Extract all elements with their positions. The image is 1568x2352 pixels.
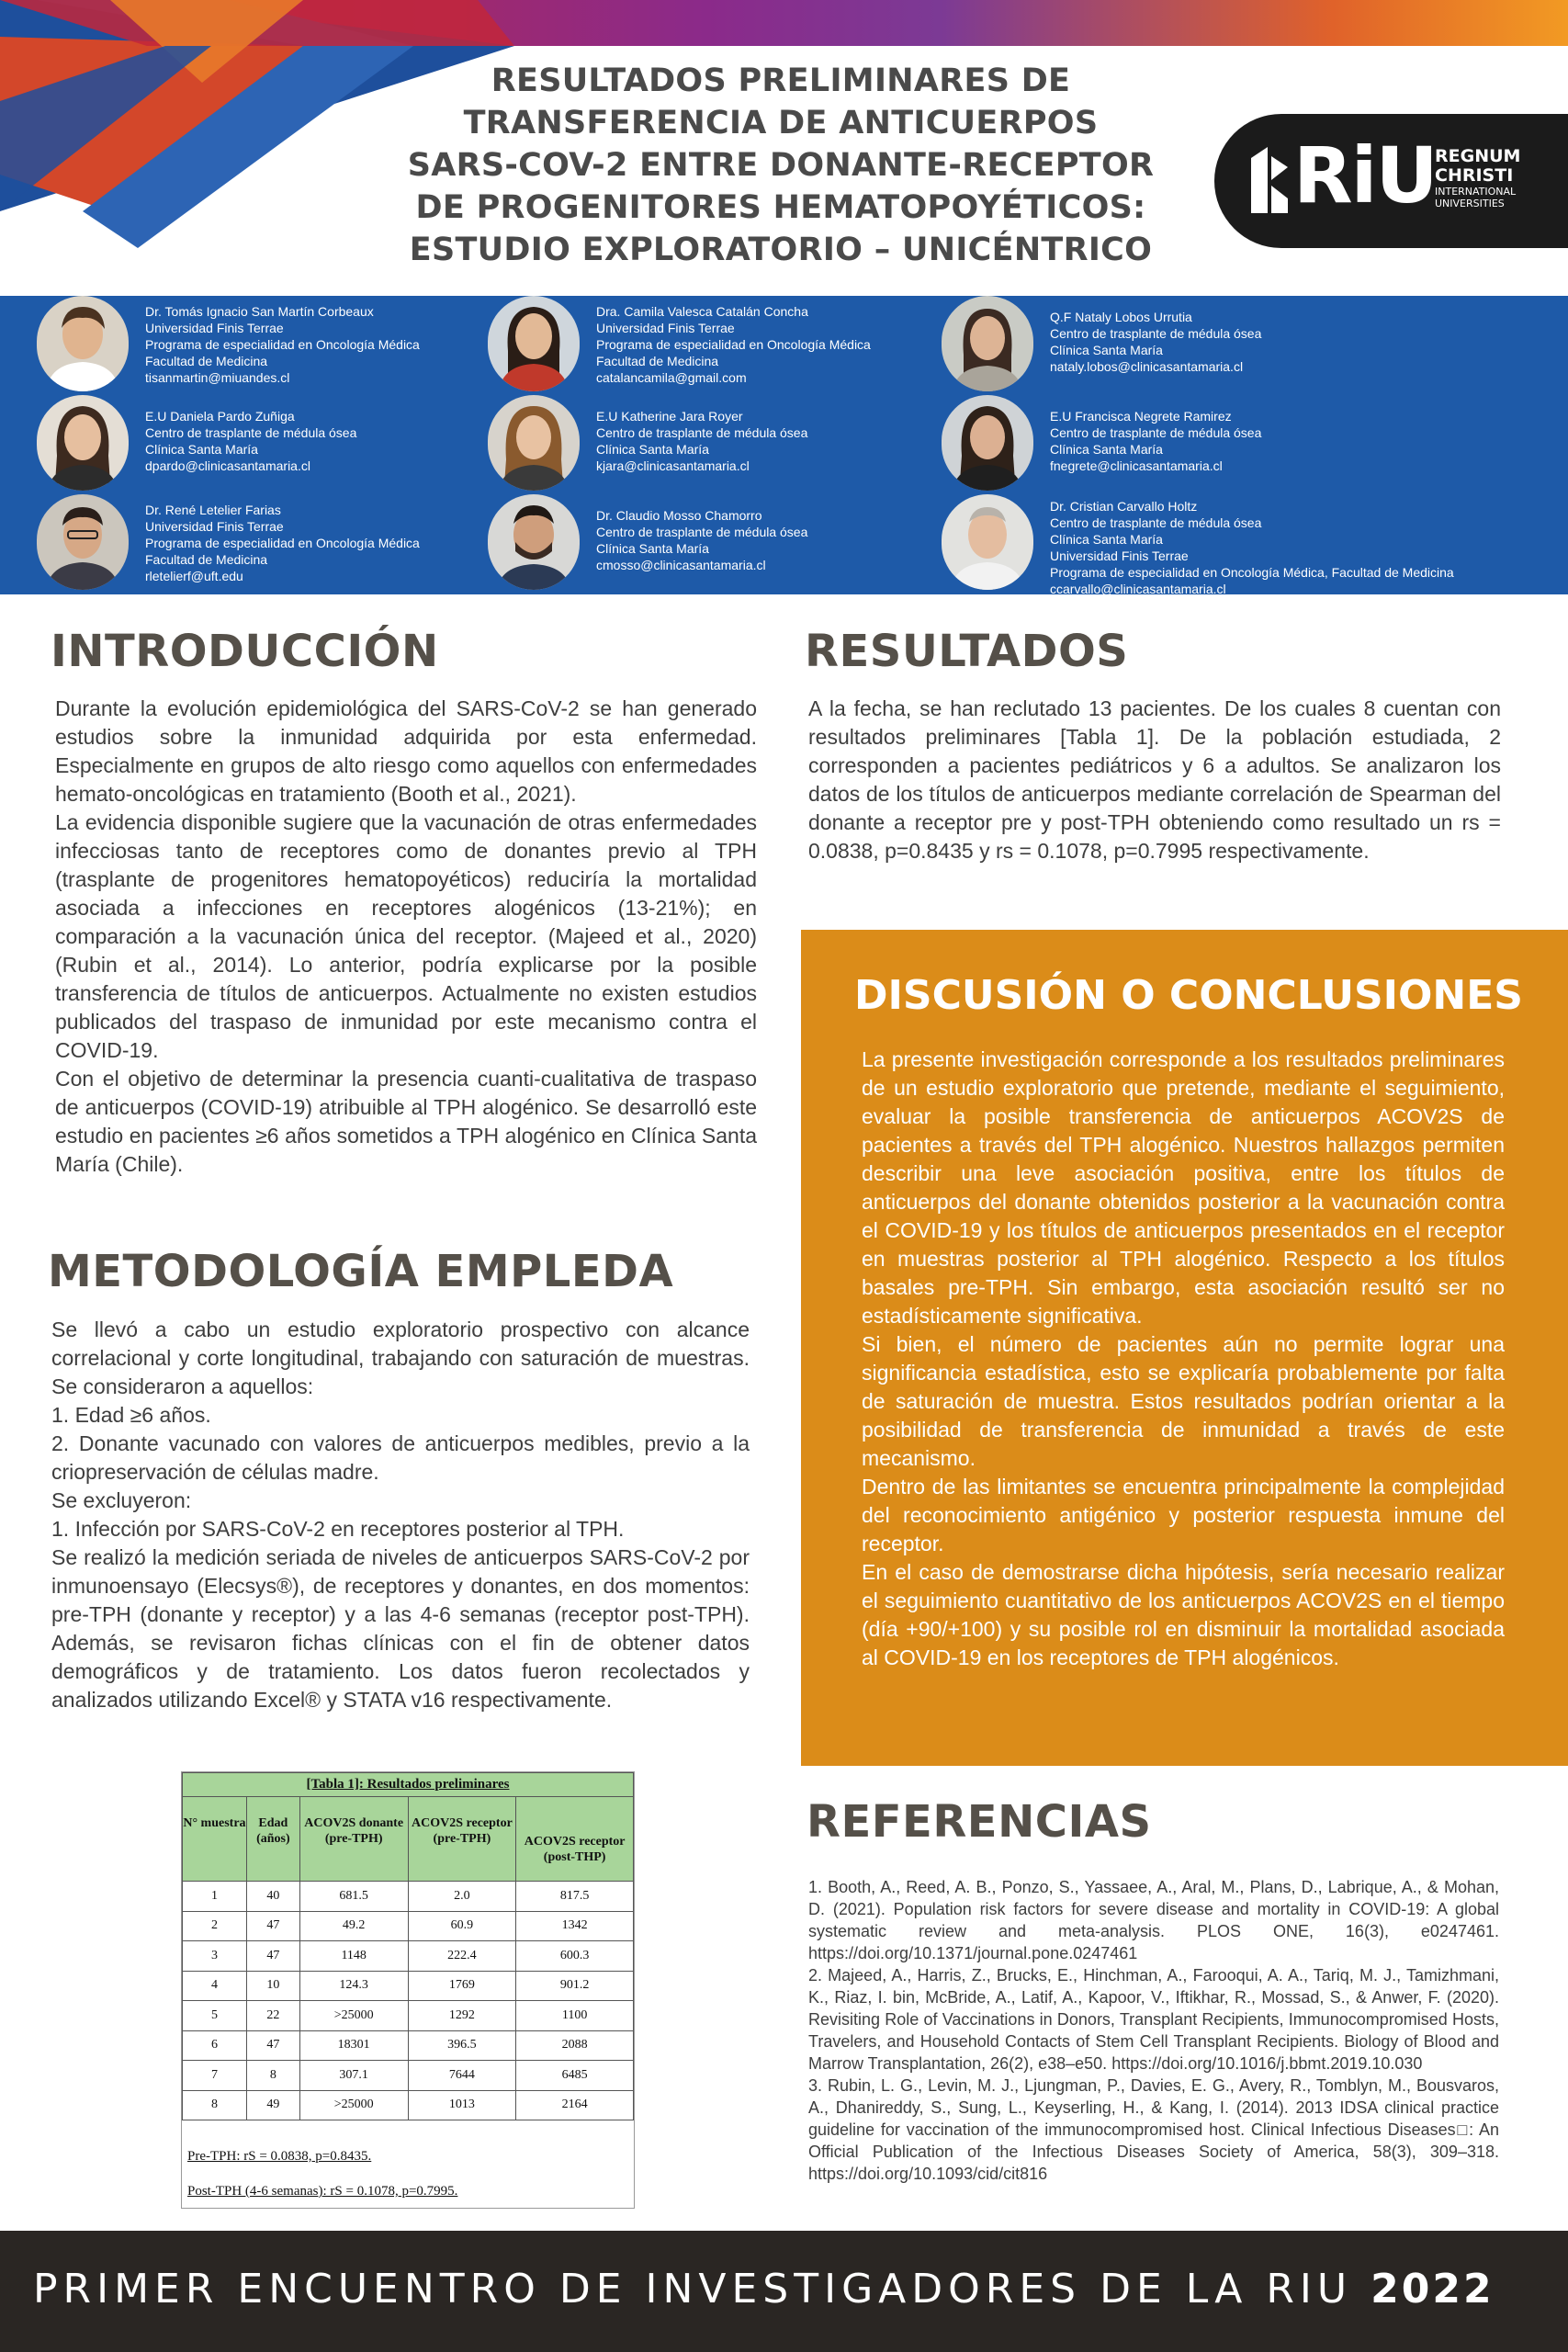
logo-line: INTERNATIONAL — [1435, 186, 1517, 198]
discussion-text — [862, 1046, 1505, 1672]
discussion-paragraph: La presente investigación corresponde a los resultados preliminares de un estudio exploratorio que pretende, mediante el seguimiento, evaluar la posible transferencia de anticuerpos ACOV2S de pacientes a través del TPH alogénico. Nuestros hallazgos permiten describir una leve asociación positiva, entre los títulos de anticuerpos del donante obtenidos posterior a la vacunación contra el COVID-19 y los títulos de anticuerpos presentados en el receptor en muestras posterior al TPH alogénico. Respecto a los títulos basales pre-TPH. Sin embargo, esta asociación resultó ser no estadísticamente significativa. — [862, 1047, 1505, 1328]
discussion-paragraph: En el caso de demostrarse dicha hipótesis, sería necesario realizar el seguimiento cuantitativo de los anticuerpos ACOV2S en el tiempo (día +90/+100) y su posible rol en disminuir la mortalidad asociada al COVID-19 en los receptores de TPH alogénicos. — [862, 1560, 1505, 1669]
author-detail: Clínica Santa María — [1050, 343, 1163, 357]
author-detail: Facultad de Medicina — [145, 552, 268, 567]
author-card — [932, 296, 1557, 394]
table-cell: 3 — [183, 1941, 247, 1972]
intro-paragraph: Con el objetivo de determinar la presencia cuanti-cualitativa de traspaso de anticuerpos (COVID-19) atribuible al TPH alogénico. Se desarrolló este estudio en pacientes ≥6 años sometidos a TPH alogénico en Clínica Santa María (Chile). — [55, 1067, 757, 1176]
table-cell: 5 — [183, 2001, 247, 2031]
author-detail: Programa de especialidad en Oncología Médica, Facultad de Medicina — [1050, 565, 1454, 580]
table-row — [183, 1941, 634, 1972]
author-name: Q.F Nataly Lobos Urrutia — [1050, 310, 1192, 324]
author-email: nataly.lobos@clinicasantamaria.cl — [1050, 359, 1244, 374]
table-note-pre: Pre-TPH: rS = 0.0838, p=0.8435. — [187, 2149, 372, 2164]
results-text — [808, 695, 1501, 865]
author-photo — [37, 395, 129, 491]
author-email: kjara@clinicasantamaria.cl — [596, 458, 750, 473]
author-detail: Clínica Santa María — [1050, 532, 1163, 547]
table-row — [183, 1971, 634, 2001]
table-row — [183, 1882, 634, 1912]
riu-logo — [1214, 114, 1568, 248]
results-paragraph: A la fecha, se han reclutado 13 pacientes. De los cuales 8 cuentan con resultados preliminares [Tabla 1]. De la población estudiada, 2 corresponden a pacientes pediátricos y 6 a adultos. Se analizaron los datos de los títulos de anticuerpos mediante correlación de Spearman del donante a receptor pre y post-TPH obteniendo como resultado un rs = 0.0838, p=0.8435 y rs = 0.1078, p=0.7995 respectivamente. — [808, 696, 1501, 863]
author-email: ccarvallo@clinicasantamaria.cl — [1050, 582, 1226, 596]
intro-paragraph: La evidencia disponible sugiere que la vacunación de otras enfermedades infecciosas tanto de receptores como de donantes previo al TPH (trasplante de progenitores hematopoyéticos) reduciría la mortalidad asociada a infecciones en receptores alogénicos (13-21%); en comparación a la vacunación única del receptor. (Majeed et al., 2020)(Rubin et al., 2014). Lo anterior, podría explicarse por la posible transferencia de títulos de anticuerpos. Actualmente no existen estudios publicados del traspaso de inmunidad por este mecanismo contra el COVID-19. — [55, 810, 757, 1062]
author-photo — [37, 296, 129, 391]
author-email: catalancamila@gmail.com — [596, 370, 747, 385]
table-cell: 600.3 — [516, 1941, 634, 1972]
table-cell: 47 — [246, 1941, 299, 1972]
reference-item: 3. Rubin, L. G., Levin, M. J., Ljungman, P., Davies, E. G., Avery, R., Tomblyn, M., Bousvaros, A., Dhanireddy, S., Sung, L., Keyserling, H., & Kang, I. (2014). 2013 IDSA clinical practice guideline for vaccination of the immunocompromised host. Clinical Infectious Diseases□: An Official Publication of the Infectious Diseases Society of America, 58(3), 309–318. https://doi.org/10.1093/cid/cit816 — [808, 2076, 1499, 2183]
table-cell: 1292 — [408, 2001, 516, 2031]
author-detail: Programa de especialidad en Oncología Médica — [596, 337, 871, 352]
title-line: DE PROGENITORES HEMATOPOYÉTICOS: — [415, 189, 1146, 226]
author-detail: Centro de trasplante de médula ósea — [145, 425, 357, 440]
table-cell: 817.5 — [516, 1882, 634, 1912]
discussion-paragraph: Dentro de las limitantes se encuentra principalmente la complejidad del reconocimiento antigénico y posterior respuesta inmune del receptor. — [862, 1475, 1505, 1555]
table-row — [183, 1911, 634, 1941]
table-cell: 6485 — [516, 2061, 634, 2091]
table-cell: 60.9 — [408, 1911, 516, 1941]
table-header: ACOV2S receptor (pre-TPH) — [408, 1797, 516, 1882]
method-paragraph: Se excluyeron: — [51, 1488, 192, 1512]
author-detail: Programa de especialidad en Oncología Médica — [145, 337, 420, 352]
author-card — [28, 494, 468, 593]
method-paragraph: 1. Edad ≥6 años. — [51, 1403, 211, 1427]
author-detail: Programa de especialidad en Oncología Médica — [145, 536, 420, 550]
table-cell: 22 — [246, 2001, 299, 2031]
table-header: ACOV2S donante (pre-TPH) — [299, 1797, 408, 1882]
table-cell: 49 — [246, 2090, 299, 2120]
author-card — [932, 494, 1557, 596]
author-photo — [942, 494, 1033, 590]
author-info — [1050, 408, 1261, 474]
author-photo — [942, 395, 1033, 491]
author-card — [479, 296, 919, 394]
table-cell: 2164 — [516, 2090, 634, 2120]
table-header: ACOV2S receptor (post-THP) — [516, 1797, 634, 1882]
table-cell: 18301 — [299, 2030, 408, 2061]
author-name: Dr. Claudio Mosso Chamorro — [596, 508, 762, 523]
author-detail: Universidad Finis Terrae — [145, 321, 284, 335]
discussion-title: DISCUSIÓN O CONCLUSIONES — [854, 972, 1523, 1019]
method-paragraph: Se llevó a cabo un estudio exploratorio prospectivo con alcance correlacional y corte longitudinal, trabajando con saturación de muestras. Se consideraron a aquellos: — [51, 1317, 750, 1398]
table-cell: 2.0 — [408, 1882, 516, 1912]
author-email: tisanmartin@miuandes.cl — [145, 370, 290, 385]
table-cell: 6 — [183, 2030, 247, 2061]
author-info — [1050, 498, 1454, 597]
author-name: Dr. René Letelier Farias — [145, 503, 281, 517]
method-paragraph: 1. Infección por SARS-CoV-2 en receptores posterior al TPH. — [51, 1517, 625, 1541]
author-name: E.U Daniela Pardo Zuñiga — [145, 409, 295, 424]
poster-title — [386, 60, 1176, 271]
author-detail: Clínica Santa María — [596, 442, 709, 457]
references-title: REFERENCIAS — [807, 1796, 1152, 1848]
author-detail: Centro de trasplante de médula ósea — [1050, 515, 1262, 530]
footer — [0, 2231, 1568, 2352]
results-table — [181, 1771, 635, 2209]
author-info — [1050, 309, 1261, 375]
table-cell: 307.1 — [299, 2061, 408, 2091]
table-cell: 1342 — [516, 1911, 634, 1941]
author-photo — [488, 395, 580, 491]
intro-title: INTRODUCCIÓN — [51, 626, 439, 677]
table-header: Edad (años) — [246, 1797, 299, 1882]
table-cell: 2088 — [516, 2030, 634, 2061]
author-name: E.U Francisca Negrete Ramirez — [1050, 409, 1232, 424]
discussion-box — [801, 930, 1568, 1766]
author-detail: Facultad de Medicina — [596, 354, 719, 368]
author-photo — [942, 296, 1033, 391]
table-note-post: Post-TPH (4-6 semanas): rS = 0.1078, p=0.7995. — [187, 2184, 458, 2199]
author-detail: Centro de trasplante de médula ósea — [596, 425, 808, 440]
table-header: N° muestra — [183, 1797, 247, 1882]
author-detail: Universidad Finis Terrae — [596, 321, 735, 335]
author-name: Dr. Tomás Ignacio San Martín Corbeaux — [145, 304, 374, 319]
table-cell: 47 — [246, 2030, 299, 2061]
author-card — [479, 395, 919, 493]
table-cell: 7644 — [408, 2061, 516, 2091]
table-cell: 47 — [246, 1911, 299, 1941]
logo-wordmark: RiU — [1293, 130, 1437, 220]
author-name: Dra. Camila Valesca Catalán Concha — [596, 304, 808, 319]
intro-text — [55, 695, 757, 1179]
table-cell: 901.2 — [516, 1971, 634, 2001]
table-cell: 396.5 — [408, 2030, 516, 2061]
author-email: rletelierf@uft.edu — [145, 569, 243, 583]
reference-item: 1. Booth, A., Reed, A. B., Ponzo, S., Yassaee, A., Aral, M., Plans, D., Labrique, A., & Mohan, D. (2021). Population risk factors for severe disease and mortality in COVID-19: A global systematic review and meta-analysis. PLOS ONE, 16(3), e0247461. https://doi.org/10.1371/journal.pone.0247461 — [808, 1878, 1499, 1962]
author-detail: Universidad Finis Terrae — [1050, 548, 1189, 563]
results-table-grid — [182, 1772, 634, 2120]
method-paragraph: Se realizó la medición seriada de niveles de anticuerpos SARS-CoV-2 por inmunoensayo (Elecsys®), de receptores y donantes, en dos momentos: pre-TPH (donante y receptor) y a las 4-6 semanas (receptor post-TPH). Además, se revisaron fichas clínicas con el fin de obtener datos demográficos y de tratamiento. Los datos fueron recolectados y analizados utilizando Excel® y STATA v16 respectivamente. — [51, 1545, 750, 1712]
author-email: dpardo@clinicasantamaria.cl — [145, 458, 310, 473]
author-info — [145, 303, 420, 386]
table-cell: 681.5 — [299, 1882, 408, 1912]
riu-logo-mark-icon — [1247, 140, 1292, 219]
references-list — [808, 1876, 1499, 2185]
authors-band — [0, 296, 1568, 594]
footer-event: PRIMER ENCUENTRO DE INVESTIGADORES DE LA RIU — [33, 2266, 1353, 2312]
author-info — [145, 408, 356, 474]
table-cell: 1769 — [408, 1971, 516, 2001]
table-caption: [Tabla 1]: Resultados preliminares — [183, 1773, 634, 1797]
discussion-paragraph: Si bien, el número de pacientes aún no permite lograr una significancia estadística, esto se explicaría probablemente por falta de saturación de muestra. Estos resultados podrían orientar a la posibilidad de transferencia de inmunidad a través de este mecanismo. — [862, 1332, 1505, 1470]
table-cell: 222.4 — [408, 1941, 516, 1972]
table-row — [183, 2030, 634, 2061]
results-title: RESULTADOS — [805, 626, 1129, 677]
table-row — [183, 2090, 634, 2120]
author-email: cmosso@clinicasantamaria.cl — [596, 558, 766, 572]
author-info — [596, 507, 807, 573]
intro-paragraph: Durante la evolución epidemiológica del SARS-CoV-2 se han generado estudios sobre la inmunidad adquirida por esta enfermedad. Especialmente en grupos de alto riesgo como aquellos con enfermedades hemato-oncológicas en tratamiento (Booth et al., 2021). — [55, 696, 757, 806]
header — [0, 0, 1568, 296]
logo-line: REGNUM — [1435, 146, 1521, 166]
author-info — [596, 408, 807, 474]
author-detail: Clínica Santa María — [596, 541, 709, 556]
table-cell: 2 — [183, 1911, 247, 1941]
author-detail: Centro de trasplante de médula ósea — [596, 525, 808, 539]
table-cell: 124.3 — [299, 1971, 408, 2001]
table-cell: >25000 — [299, 2090, 408, 2120]
table-row — [183, 2001, 634, 2031]
author-detail: Centro de trasplante de médula ósea — [1050, 425, 1262, 440]
author-card — [28, 296, 468, 394]
title-line: TRANSFERENCIA DE ANTICUERPOS — [463, 105, 1099, 141]
author-card — [28, 395, 468, 493]
footer-text — [33, 2262, 1495, 2317]
table-cell: 1148 — [299, 1941, 408, 1972]
author-detail: Universidad Finis Terrae — [145, 519, 284, 534]
author-name: E.U Katherine Jara Royer — [596, 409, 743, 424]
author-photo — [488, 296, 580, 391]
table-cell: 4 — [183, 1971, 247, 2001]
method-text — [51, 1316, 750, 1714]
table-cell: 40 — [246, 1882, 299, 1912]
method-title: METODOLOGÍA EMPLEDA — [48, 1246, 674, 1297]
author-info — [596, 303, 871, 386]
table-cell: 1100 — [516, 2001, 634, 2031]
title-line: SARS-COV-2 ENTRE DONANTE-RECEPTOR — [407, 147, 1155, 184]
logo-text — [1435, 147, 1520, 209]
footer-year: 2022 — [1371, 2266, 1495, 2312]
author-detail: Centro de trasplante de médula ósea — [1050, 326, 1262, 341]
author-info — [145, 502, 420, 584]
table-cell: 10 — [246, 1971, 299, 2001]
table-cell: 8 — [183, 2090, 247, 2120]
table-cell: 1013 — [408, 2090, 516, 2120]
table-cell: 49.2 — [299, 1911, 408, 1941]
author-detail: Clínica Santa María — [1050, 442, 1163, 457]
table-cell: 8 — [246, 2061, 299, 2091]
table-cell: 7 — [183, 2061, 247, 2091]
author-card — [932, 395, 1557, 493]
table-cell: 1 — [183, 1882, 247, 1912]
author-email: fnegrete@clinicasantamaria.cl — [1050, 458, 1223, 473]
method-paragraph: 2. Donante vacunado con valores de anticuerpos medibles, previo a la criopreservación de células madre. — [51, 1431, 750, 1484]
table-cell: >25000 — [299, 2001, 408, 2031]
title-line: ESTUDIO EXPLORATORIO – UNICÉNTRICO — [409, 232, 1153, 268]
table-row — [183, 2061, 634, 2091]
title-line: RESULTADOS PRELIMINARES DE — [491, 62, 1071, 99]
reference-item: 2. Majeed, A., Harris, Z., Brucks, E., Hinchman, A., Farooqui, A. A., Tariq, M. J., Tamizhmani, K., Riaz, I. bin, McBride, A., Latif, A., Kapoor, V., Iftikhar, R., Mossad, S., & Anwer, F. (2020). Revisiting Role of Vaccinations in Donors, Transplant Recipients, Immunocompromised Hosts, Travelers, and Household Contacts of Stem Cell Transplant Recipients. Biology of Blood and Marrow Transplantation, 26(2), e38–e50. https://doi.org/10.1016/j.bbmt.2019.10.030 — [808, 1966, 1499, 2073]
author-photo — [37, 494, 129, 590]
author-detail: Clínica Santa María — [145, 442, 258, 457]
author-name: Dr. Cristian Carvallo Holtz — [1050, 499, 1198, 514]
author-detail: Facultad de Medicina — [145, 354, 268, 368]
author-photo — [488, 494, 580, 590]
logo-line: CHRISTI — [1435, 165, 1514, 186]
author-card — [479, 494, 919, 593]
logo-line: UNIVERSITIES — [1435, 198, 1505, 209]
